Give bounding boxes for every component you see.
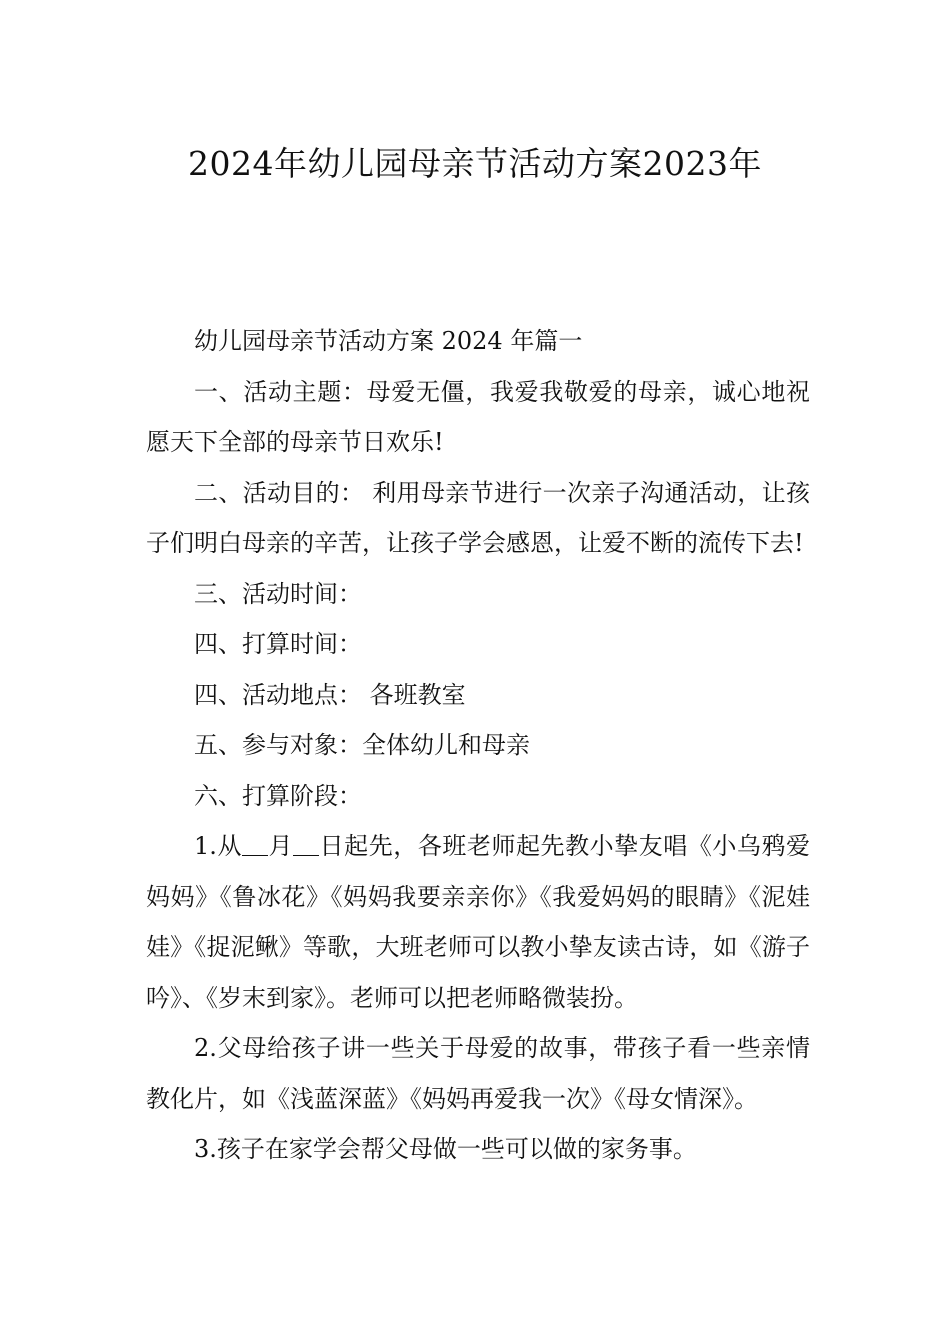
- step1-month: 月: [268, 832, 294, 860]
- paragraph-theme: 一、活动主题：母爱无僵，我爱我敬爱的母亲，诚心地祝愿天下全部的母亲节日欢乐!: [146, 377, 810, 456]
- paragraph-step-1: [146, 821, 810, 1023]
- step1-prefix: 1.从: [194, 832, 242, 860]
- paragraph-step-2: 2.父母给孩子讲一些关于母爱的故事，带孩子看一些亲情教化片，如《浅蓝深蓝》《妈妈再爱我一次》《母女情深》。: [146, 1034, 810, 1113]
- paragraph-prep-time: 四、打算时间：: [194, 630, 362, 658]
- paragraph-participants: 五、参与对象：全体幼儿和母亲: [194, 731, 530, 759]
- section-heading: 幼儿园母亲节活动方案 2024 年篇一: [194, 327, 583, 355]
- document-body: [146, 316, 810, 1175]
- day-blank: [293, 833, 319, 856]
- paragraph-stages: 六、打算阶段：: [194, 781, 362, 810]
- month-blank: [242, 833, 268, 856]
- document-title: 2024年幼儿园母亲节活动方案2023年: [188, 144, 762, 183]
- paragraph-goal: 二、活动目的： 利用母亲节进行一次亲子沟通活动，让孩子们明白母亲的辛苦，让孩子学会感恩，让爱不断的流传下去!: [146, 478, 810, 557]
- paragraph-time: 三、活动时间：: [194, 579, 362, 608]
- step1-rest: 日起先，各班老师起先教小挚友唱《小乌鸦爱妈妈》《鲁冰花》《妈妈我要亲亲你》《我爱妈妈的眼睛》《泥娃娃》《捉泥鳅》等歌，大班老师可以教小挚友读古诗，如《游子吟》、《岁末到家》。老师可以把老师略微装扮。: [146, 832, 811, 1012]
- paragraph-location: 四、活动地点： 各班教室: [194, 680, 466, 709]
- paragraph-step-3: 3.孩子在家学会帮父母做一些可以做的家务事。: [194, 1135, 697, 1163]
